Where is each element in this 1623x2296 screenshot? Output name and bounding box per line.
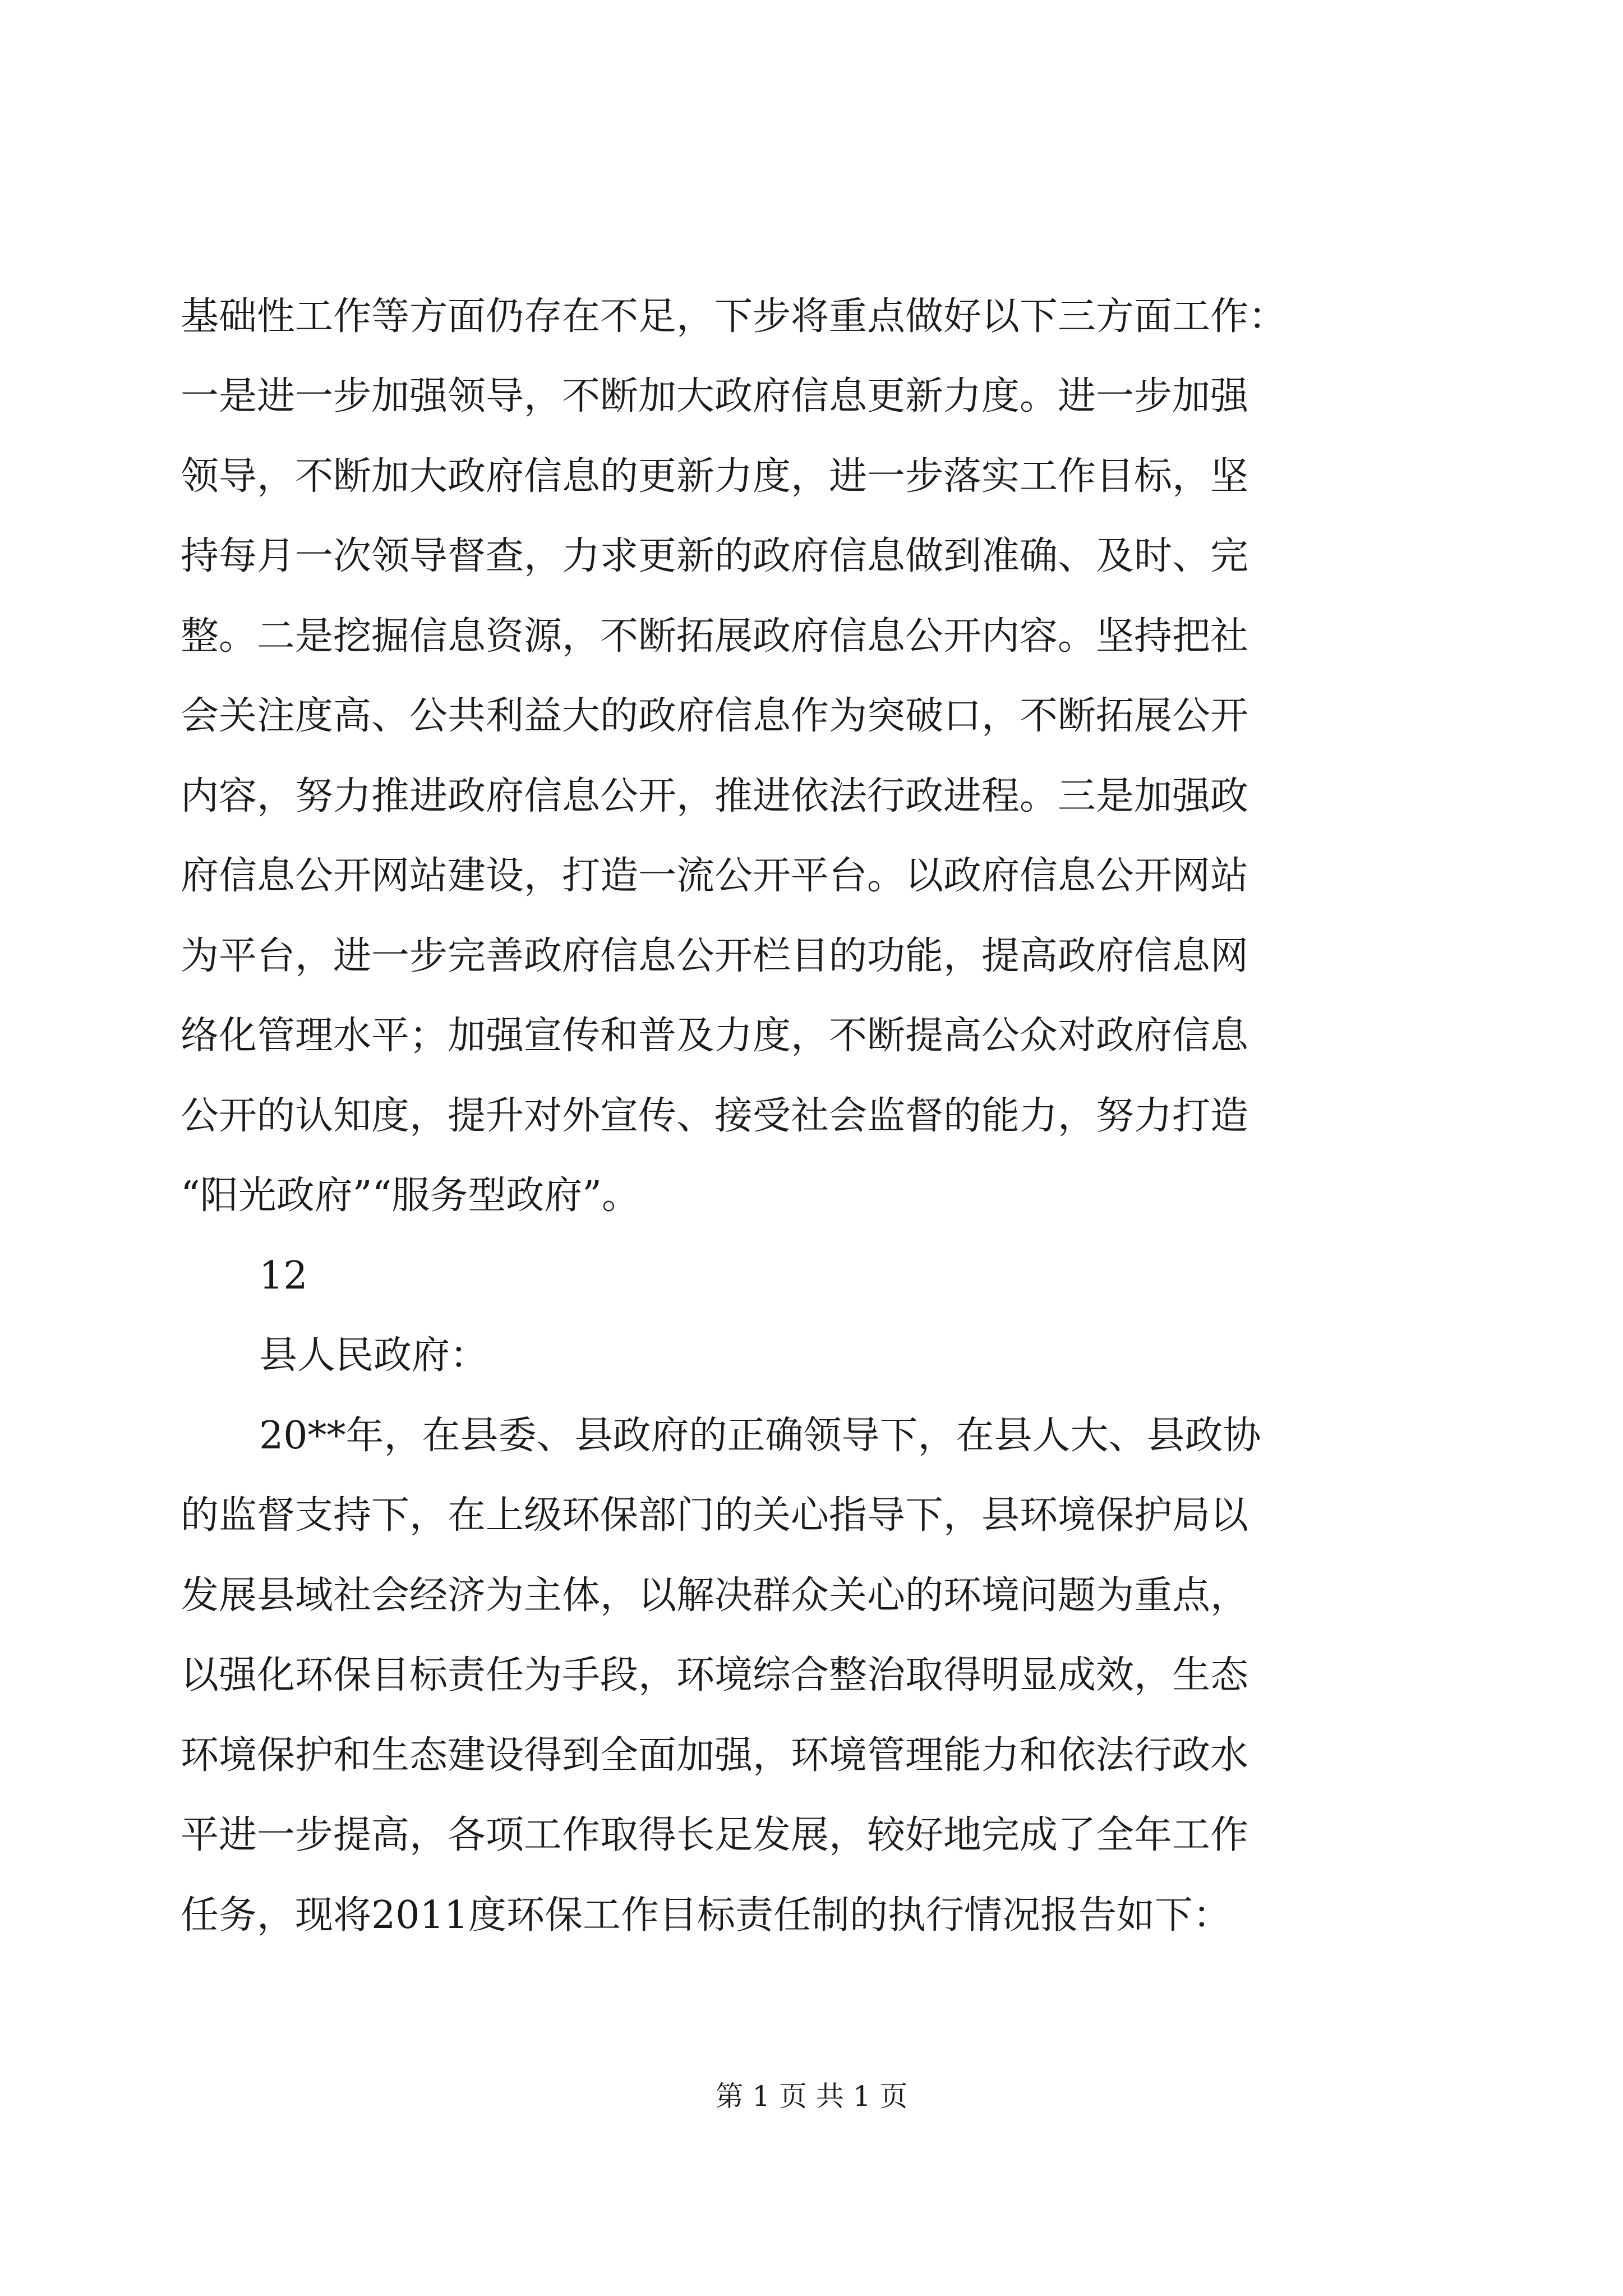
- addressee: 县人民政府：: [259, 1333, 488, 1378]
- body-line: 平进一步提高，各项工作取得长足发展，较好地完成了全年工作: [181, 1813, 1249, 1857]
- body-line: “阳光政府”“服务型政府”。: [181, 1174, 640, 1218]
- body-line: 的监督支持下，在上级环保部门的关心指导下，县环境保护局以: [181, 1493, 1249, 1538]
- page-footer: 第 1 页 共 1 页: [715, 2080, 908, 2113]
- body-line: 20**年，在县委、县政府的正确领导下，在县人大、县政协: [259, 1414, 1261, 1458]
- body-line: 络化管理水平；加强宣传和普及力度，不断提高公众对政府信息: [181, 1014, 1249, 1058]
- body-line: 公开的认知度，提升对外宣传、接受社会监督的能力，努力打造: [181, 1094, 1249, 1138]
- body-line: 环境保护和生态建设得到全面加强，环境管理能力和依法行政水: [181, 1733, 1249, 1778]
- body-line: 府信息公开网站建设，打造一流公开平台。以政府信息公开网站: [181, 854, 1249, 898]
- body-line: 一是进一步加强领导，不断加大政府信息更新力度。进一步加强: [181, 374, 1249, 418]
- body-line: 为平台，进一步完善政府信息公开栏目的功能，提高政府信息网: [181, 934, 1249, 978]
- body-line: 整。二是挖掘信息资源，不断拓展政府信息公开内容。坚持把社: [181, 614, 1249, 659]
- body-line: 任务，现将2011度环保工作目标责任制的执行情况报告如下：: [181, 1893, 1232, 1938]
- body-line: 基础性工作等方面仍存在不足，下步将重点做好以下三方面工作：: [181, 295, 1287, 339]
- body-line: 以强化环保目标责任为手段，环境综合整治取得明显成效，生态: [181, 1653, 1249, 1697]
- body-line: 领导，不断加大政府信息的更新力度，进一步落实工作目标，坚: [181, 454, 1249, 499]
- section-number: 12: [259, 1254, 308, 1298]
- body-line: 发展县域社会经济为主体，以解决群众关心的环境问题为重点，: [181, 1573, 1249, 1618]
- body-line: 内容，努力推进政府信息公开，推进依法行政进程。三是加强政: [181, 774, 1249, 818]
- body-line: 持每月一次领导督查，力求更新的政府信息做到准确、及时、完: [181, 534, 1249, 578]
- body-line: 会关注度高、公共利益大的政府信息作为突破口，不断拓展公开: [181, 694, 1249, 738]
